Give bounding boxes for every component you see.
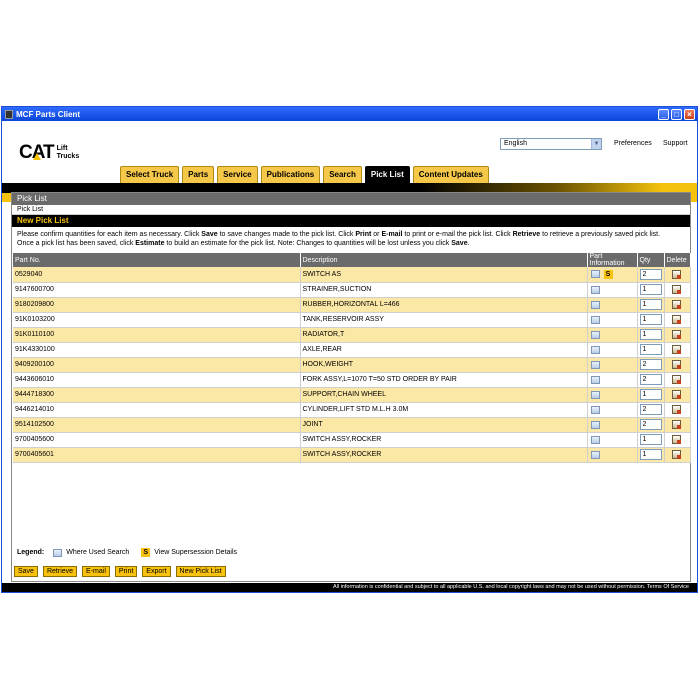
logo-line1: Lift (56, 145, 68, 152)
where-used-search-icon[interactable] (591, 301, 600, 309)
delete-cell (664, 402, 690, 417)
part-description: TANK,RESERVOIR ASSY (300, 312, 587, 327)
part-number: 9514102500 (13, 417, 300, 432)
part-info-cell (587, 342, 637, 357)
part-number: 9409200100 (13, 357, 300, 372)
part-description: RADIATOR,T (300, 327, 587, 342)
instr-part: to save changes made to the pick list. Click (217, 231, 356, 238)
delete-icon[interactable] (672, 450, 681, 459)
instr-save: Save (201, 231, 218, 238)
page-title: New Pick List (12, 215, 690, 227)
window-title: MCF Parts Client (16, 109, 81, 119)
delete-icon[interactable] (672, 390, 681, 399)
table-header-row (13, 253, 690, 267)
qty-cell (637, 447, 664, 462)
tab-service[interactable]: Service (217, 166, 257, 183)
delete-icon[interactable] (672, 435, 681, 444)
legend (17, 548, 241, 557)
table-row (13, 372, 690, 387)
section-title: Pick List (12, 193, 690, 205)
where-used-icon (53, 549, 62, 557)
table-row (13, 267, 690, 282)
delete-cell (664, 372, 690, 387)
where-used-search-icon[interactable] (591, 421, 600, 429)
language-select[interactable] (500, 138, 602, 150)
part-info-cell (587, 372, 637, 387)
qty-cell (637, 282, 664, 297)
table-row (13, 387, 690, 402)
delete-icon[interactable] (672, 285, 681, 294)
export-button[interactable]: Export (142, 566, 170, 577)
breadcrumb: Pick List (12, 205, 690, 215)
delete-icon[interactable] (672, 375, 681, 384)
part-info-cell (587, 387, 637, 402)
part-number: 0529040 (13, 267, 300, 282)
part-number: 9180209800 (13, 297, 300, 312)
retrieve-button[interactable]: Retrieve (43, 566, 77, 577)
delete-cell (664, 387, 690, 402)
supersession-icon[interactable]: S (604, 270, 613, 279)
delete-icon[interactable] (672, 330, 681, 339)
col-part-no: Part No. (13, 253, 300, 267)
where-used-search-icon[interactable] (591, 406, 600, 414)
instr-save: Save (451, 239, 468, 247)
part-description: SWITCH ASSY,ROCKER (300, 432, 587, 447)
quantity-input[interactable] (640, 449, 662, 460)
delete-cell (664, 447, 690, 462)
delete-icon[interactable] (672, 420, 681, 429)
part-description: STRAINER,SUCTION (300, 282, 587, 297)
qty-cell (637, 327, 664, 342)
delete-cell (664, 267, 690, 282)
part-number: 91K0103200 (13, 312, 300, 327)
part-number: 9700405600 (13, 432, 300, 447)
save-button[interactable]: Save (14, 566, 38, 577)
logo-subtitle (57, 145, 80, 161)
quantity-input[interactable] (640, 269, 662, 280)
title-bar (2, 107, 697, 121)
part-number: 91K4330100 (13, 342, 300, 357)
cat-lift-trucks-logo (19, 143, 79, 162)
quantity-input[interactable] (640, 329, 662, 340)
delete-cell (664, 297, 690, 312)
delete-cell (664, 327, 690, 342)
delete-cell (664, 312, 690, 327)
app-icon (5, 110, 13, 119)
tab-publications[interactable]: Publications (261, 166, 321, 183)
instr-part: Once a pick list has been saved, click (17, 239, 136, 247)
part-info-cell (587, 357, 637, 372)
quantity-input[interactable] (640, 284, 662, 295)
instr-part: to build an estimate for the pick list. Note: Changes to quantities will be lost unless you click (164, 239, 452, 247)
instr-estimate: Estimate (135, 239, 165, 247)
table-row (13, 342, 690, 357)
instr-part: to retrieve a previously saved pick list. (540, 231, 661, 238)
legend-where-used: Where Used Search (66, 549, 130, 556)
where-used-search-icon[interactable] (591, 316, 600, 324)
part-description: CYLINDER,LIFT STD M.L.H 3.0M (300, 402, 587, 417)
table-row (13, 402, 690, 417)
part-info-cell (587, 327, 637, 342)
pick-list-table (13, 253, 691, 463)
legend-supersession: View Supersession Details (154, 549, 238, 556)
part-info-cell (587, 402, 637, 417)
app-window (1, 106, 698, 593)
pick-list-panel (11, 192, 691, 582)
logo-line2: Trucks (56, 153, 80, 160)
new-pick-list-button[interactable]: New Pick List (176, 566, 226, 577)
print-button[interactable]: Print (115, 566, 137, 577)
support-link[interactable]: Support (663, 140, 688, 147)
delete-cell (664, 282, 690, 297)
chevron-down-icon[interactable]: ▼ (591, 139, 601, 149)
qty-cell (637, 312, 664, 327)
qty-cell (637, 297, 664, 312)
qty-cell (637, 357, 664, 372)
quantity-input[interactable] (640, 314, 662, 325)
where-used-search-icon[interactable] (591, 451, 600, 459)
part-info-cell (587, 297, 637, 312)
header (2, 121, 697, 183)
instr-part: Please confirm quantities for each item as necessary. Click (17, 231, 202, 238)
part-number: 91K0110100 (13, 327, 300, 342)
quantity-input[interactable] (640, 419, 662, 430)
part-number: 9444718300 (13, 387, 300, 402)
instr-part: to print or e-mail the pick list. Click (402, 231, 513, 238)
table-row (13, 297, 690, 312)
where-used-search-icon[interactable] (591, 436, 600, 444)
part-number: 9147600700 (13, 282, 300, 297)
part-description: JOINT (300, 417, 587, 432)
part-number: 9700405601 (13, 447, 300, 462)
tab-parts[interactable]: Parts (182, 166, 214, 183)
tab-pick-list[interactable]: Pick List (365, 166, 410, 183)
delete-icon[interactable] (672, 345, 681, 354)
where-used-search-icon[interactable] (591, 391, 600, 399)
qty-cell (637, 432, 664, 447)
delete-icon[interactable] (672, 315, 681, 324)
part-description: SWITCH AS (300, 267, 587, 282)
quantity-input[interactable] (640, 374, 662, 385)
instr-print: Print (355, 231, 372, 238)
delete-cell (664, 432, 690, 447)
language-value: English (504, 140, 527, 147)
quantity-input[interactable] (640, 299, 662, 310)
logo-brand: CAT (19, 142, 54, 163)
quantity-input[interactable] (640, 359, 662, 370)
tab-content-updates[interactable]: Content Updates (413, 166, 489, 183)
close-button[interactable]: × (684, 109, 695, 120)
col-delete: Delete (664, 253, 690, 267)
delete-icon[interactable] (672, 405, 681, 414)
part-description: FORK ASSY,L=1070 T=50 STD ORDER BY PAIR (300, 372, 587, 387)
instr-retrieve: Retrieve (512, 231, 541, 238)
qty-cell (637, 372, 664, 387)
table-row (13, 282, 690, 297)
where-used-search-icon[interactable] (591, 331, 600, 339)
delete-icon[interactable] (672, 270, 681, 279)
delete-cell (664, 342, 690, 357)
instructions-text (12, 227, 690, 253)
where-used-search-icon[interactable] (591, 286, 600, 294)
minimize-button[interactable]: _ (658, 109, 669, 120)
main-tabs (120, 166, 489, 183)
quantity-input[interactable] (640, 434, 662, 445)
tab-select-truck[interactable]: Select Truck (120, 166, 179, 183)
table-row (13, 417, 690, 432)
part-description: HOOK,WEIGHT (300, 357, 587, 372)
delete-icon[interactable] (672, 300, 681, 309)
where-used-search-icon[interactable] (591, 361, 600, 369)
where-used-search-icon[interactable] (591, 376, 600, 384)
preferences-link[interactable]: Preferences (614, 140, 652, 147)
footer-legal (2, 583, 697, 592)
instr-part: or (371, 231, 382, 238)
part-info-cell (587, 267, 637, 282)
col-qty: Qty (637, 253, 664, 267)
maximize-button[interactable]: □ (671, 109, 682, 120)
part-description: SUPPORT,CHAIN WHEEL (300, 387, 587, 402)
qty-cell (637, 402, 664, 417)
part-description: SWITCH ASSY,ROCKER (300, 447, 587, 462)
delete-cell (664, 417, 690, 432)
delete-cell (664, 357, 690, 372)
part-description: AXLE,REAR (300, 342, 587, 357)
part-info-cell (587, 432, 637, 447)
table-row (13, 327, 690, 342)
supersession-icon: S (141, 548, 150, 557)
where-used-search-icon[interactable] (591, 346, 600, 354)
part-info-cell (587, 312, 637, 327)
quantity-input[interactable] (640, 389, 662, 400)
qty-cell (637, 267, 664, 282)
quantity-input[interactable] (640, 344, 662, 355)
col-part-information: Part Information (587, 253, 637, 267)
qty-cell (637, 417, 664, 432)
quantity-input[interactable] (640, 404, 662, 415)
table-row (13, 432, 690, 447)
footer-text: All information is confidential and subject to all applicable U.S. and local copyright laws and may not be used without permission. Terms Of Service (332, 584, 689, 590)
tab-search[interactable]: Search (323, 166, 362, 183)
part-info-cell (587, 417, 637, 432)
email-button[interactable]: E-mail (82, 566, 110, 577)
qty-cell (637, 387, 664, 402)
part-description: RUBBER,HORIZONTAL L=466 (300, 297, 587, 312)
part-number: 9443606010 (13, 372, 300, 387)
where-used-search-icon[interactable] (591, 270, 600, 278)
delete-icon[interactable] (672, 360, 681, 369)
table-row (13, 312, 690, 327)
action-bar (14, 566, 226, 577)
legend-label: Legend: (17, 549, 45, 556)
instr-email: E-mail (381, 231, 403, 238)
part-info-cell (587, 282, 637, 297)
part-number: 9446214010 (13, 402, 300, 417)
table-row (13, 357, 690, 372)
table-row (13, 447, 690, 462)
qty-cell (637, 342, 664, 357)
logo-triangle-icon (33, 153, 41, 160)
col-description: Description (300, 253, 587, 267)
instr-part: . (467, 239, 470, 247)
part-info-cell (587, 447, 637, 462)
